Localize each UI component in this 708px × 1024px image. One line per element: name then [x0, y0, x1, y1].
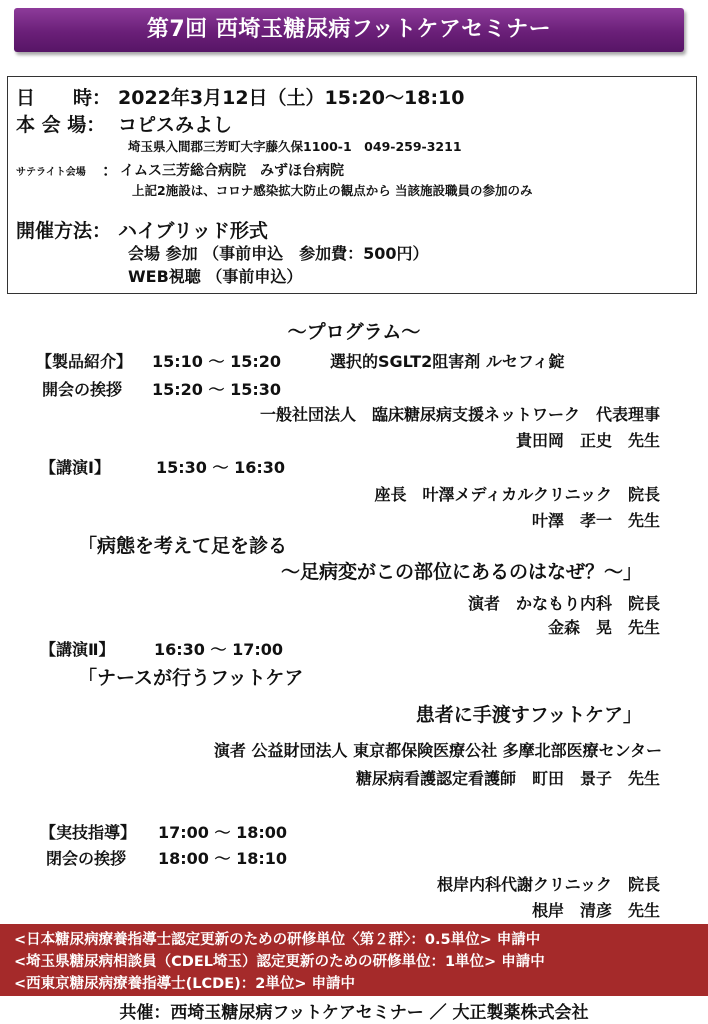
lecture1-speaker: 演者 かなもり内科 院長 — [467, 594, 660, 613]
sponsor-line: 共催：西埼玉糖尿病フットケアセミナー ／ 大正製薬株式会社 — [119, 1003, 589, 1023]
lecture1-speaker-person: 金森 晃 先生 — [547, 618, 660, 637]
satellite-note: 上記2施設は、コロナ感染拡大防止の観点から 当該施設職員の参加のみ — [132, 183, 533, 198]
venue-value: コピスみよし — [118, 114, 233, 136]
credits-band — [0, 924, 708, 996]
lecture2-title-line1: 「ナースが行うフットケア — [78, 667, 304, 689]
lecture2-title-line2: 患者に手渡すフットケア」 — [415, 704, 642, 726]
satellite-label: サテライト会場 — [16, 167, 86, 178]
closing-time: 18:00 ～ 18:10 — [158, 849, 288, 868]
venue-label: 本 会 場： — [16, 114, 106, 136]
method-web: WEB視聴 （事前申込） — [128, 267, 303, 286]
venue-address: 埼玉県入間郡三芳町大字藤久保1100-1 049-259-3211 — [128, 139, 462, 154]
opening-time: 15:20 ～ 15:30 — [152, 380, 282, 399]
satellite-value: イムス三芳総合病院 みずほ台病院 — [120, 163, 344, 179]
method-value: ハイブリッド形式 — [118, 220, 268, 242]
lecture2-label: 【講演Ⅱ】 — [40, 640, 115, 659]
credit-line: <埼玉県糖尿病相談員（CDEL埼玉）認定更新のための研修単位：1単位> 申請中 — [14, 954, 545, 970]
date-value: 2022年3月12日（土）15:20～18:10 — [118, 87, 465, 109]
closing-org: 根岸内科代謝クリニック 院長 — [436, 875, 660, 894]
satellite-colon: ： — [102, 161, 119, 180]
seminar-title-banner: 第7回 西埼玉糖尿病フットケアセミナー — [14, 8, 684, 52]
method-onsite: 会場 参加 （事前申込 参加費：500円） — [128, 244, 429, 263]
product-label: 【製品紹介】 — [36, 352, 133, 371]
lecture1-title-line1: 「病態を考えて足を診る — [78, 535, 288, 557]
lecture2-time: 16:30 ～ 17:00 — [154, 640, 284, 659]
closing-person: 根岸 清彦 先生 — [531, 901, 660, 920]
lecture1-time: 15:30 ～ 16:30 — [156, 458, 286, 477]
opening-label: 開会の挨拶 — [42, 380, 123, 399]
practice-label: 【実技指導】 — [40, 823, 137, 842]
lecture2-speaker-person: 糖尿病看護認定看護師 町田 景子 先生 — [355, 769, 660, 788]
opening-org: 一般社団法人 臨床糖尿病支援ネットワーク 代表理事 — [259, 405, 660, 424]
program-heading: ～プログラム～ — [287, 321, 421, 343]
event-info-box — [7, 76, 697, 294]
opening-person: 貴田岡 正史 先生 — [515, 431, 660, 450]
lecture1-label: 【講演Ⅰ】 — [40, 458, 110, 477]
product-time: 15:10 ～ 15:20 — [152, 352, 282, 371]
practice-time: 17:00 ～ 18:00 — [158, 823, 288, 842]
method-label: 開催方法： — [16, 220, 112, 242]
lecture1-title-line2: ～足病変がこの部位にあるのはなぜ？～」 — [280, 561, 642, 583]
lecture1-chair: 座長 叶澤メディカルクリニック 院長 — [374, 485, 660, 504]
credit-line: <西東京糖尿病療養指導士(LCDE)：2単位> 申請中 — [14, 976, 356, 992]
product-name: 選択的SGLT2阻害剤 ルセフィ錠 — [330, 352, 565, 371]
closing-label: 閉会の挨拶 — [46, 849, 127, 868]
date-label: 日 時： — [16, 87, 112, 109]
credit-line: <日本糖尿病療養指導士認定更新のための研修単位〈第２群〉：0.5単位> 申請中 — [14, 932, 541, 948]
lecture1-chair-person: 叶澤 孝一 先生 — [531, 511, 660, 530]
lecture2-speaker: 演者 公益財団法人 東京都保険医療公社 多摩北部医療センター — [213, 741, 662, 760]
